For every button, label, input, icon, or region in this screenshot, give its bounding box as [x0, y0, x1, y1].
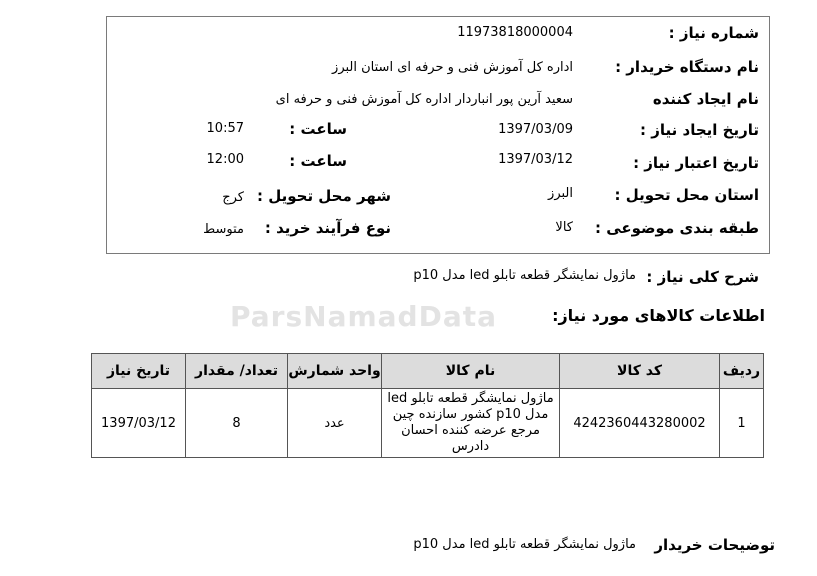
header-goods-name: نام کالا	[382, 354, 560, 389]
created-time: 10:57	[206, 121, 244, 136]
goods-heading: اطلاعات کالاهای مورد نیاز:	[552, 306, 765, 325]
valid-date: 1397/03/12	[498, 152, 573, 167]
need-number-label: شماره نیاز :	[668, 24, 759, 42]
watermark: ParsNamadData	[230, 300, 497, 333]
process: متوسط	[203, 222, 244, 237]
created-date-label: تاریخ ایجاد نیاز :	[640, 121, 759, 139]
buyer-notes-text: ماژول نمایشگر قطعه تابلو led مدل p10	[413, 537, 636, 552]
creator-label: نام ایجاد کننده	[652, 90, 759, 108]
header-need-date: تاریخ نیاز	[92, 354, 186, 389]
header-row-number: ردیف	[720, 354, 764, 389]
cell-goods-name: ماژول نمایشگر قطعه تابلو led مدل p10 کشور سازنده چین مرجع عرضه کننده احسان دادرس	[382, 389, 560, 458]
summary-text: ماژول نمایشگر قطعه تابلو led مدل p10	[413, 268, 636, 283]
header-goods-code: کد کالا	[560, 354, 720, 389]
header-quantity: تعداد/ مقدار	[186, 354, 288, 389]
cell-unit: عدد	[288, 389, 382, 458]
cell-need-date: 1397/03/12	[92, 389, 186, 458]
buyer-org: اداره کل آموزش فنی و حرفه ای استان البرز	[332, 60, 573, 75]
process-label: نوع فرآیند خرید :	[264, 219, 391, 237]
summary-label: شرح کلی نیاز :	[646, 268, 759, 286]
created-date: 1397/03/09	[498, 122, 573, 137]
buyer-notes-label: توضیحات خریدار	[654, 536, 775, 554]
need-number: 11973818000004	[457, 25, 573, 40]
header-unit: واحد شمارش	[288, 354, 382, 389]
province-label: استان محل تحویل :	[614, 186, 759, 204]
cell-row-number: 1	[720, 389, 764, 458]
table-header-row	[92, 354, 764, 389]
valid-time-label: ساعت :	[289, 152, 347, 170]
cell-goods-code: 4242360443280002	[560, 389, 720, 458]
city-label: شهر محل تحویل :	[256, 187, 391, 205]
province: البرز	[548, 186, 573, 201]
city: کرج	[222, 190, 244, 205]
table-row	[92, 389, 764, 458]
goods-table	[91, 353, 764, 458]
creator: سعید آرین پور انباردار اداره کل آموزش فنی و حرفه ای	[275, 92, 573, 107]
cell-quantity: 8	[186, 389, 288, 458]
category-label: طبقه بندی موضوعی :	[595, 219, 759, 237]
buyer-org-label: نام دستگاه خریدار :	[615, 58, 759, 76]
category: کالا	[555, 220, 573, 235]
valid-date-label: تاریخ اعتبار نیاز :	[633, 154, 759, 172]
created-time-label: ساعت :	[289, 120, 347, 138]
valid-time: 12:00	[206, 152, 244, 167]
